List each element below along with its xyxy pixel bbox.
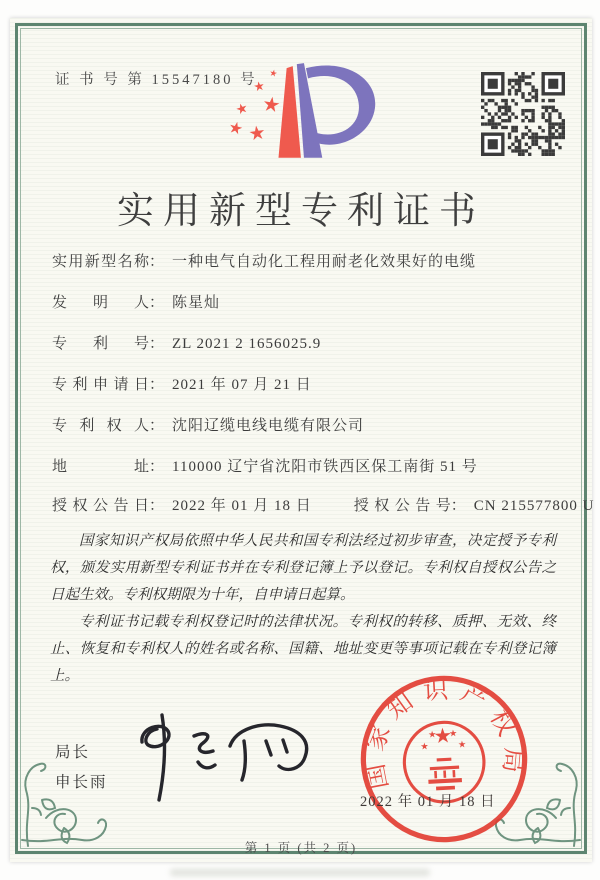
logo-red-wedge xyxy=(278,66,300,158)
colon: ： xyxy=(149,254,165,270)
page-number: 第 1 页 (共 2 页) xyxy=(244,841,358,855)
field-label: 授权公告号 xyxy=(353,498,451,514)
field-value: ZL 2021 2 1656025.9 xyxy=(172,336,322,352)
field-value: 一种电气自动化工程用耐老化效果好的电缆 xyxy=(172,254,477,270)
logo-stars xyxy=(228,69,280,141)
colon: ： xyxy=(149,295,165,311)
field-value: CN 215577800 U xyxy=(473,498,595,514)
field-row xyxy=(52,373,552,398)
field-row xyxy=(52,332,552,357)
legal-paragraph: 国家知识产权局依照中华人民共和国专利法经过初步审查，决定授予专利权，颁发实用新型专利证书并在专利登记簿上予以登记。专利权自授权公告之日起生效。专利权期限为十年，自申请日起算。 xyxy=(50,533,556,603)
grant-row xyxy=(52,494,595,519)
field-row xyxy=(52,455,552,480)
colon: ： xyxy=(149,459,165,475)
field-label: 地址 xyxy=(52,459,149,475)
certificate-number: 证 书 号 第 15547180 号 xyxy=(55,72,258,88)
signer-name: 申长雨 xyxy=(55,774,108,791)
qr-code xyxy=(481,72,565,156)
grant-date xyxy=(52,494,312,519)
field-value: 沈阳辽缆电线电缆有限公司 xyxy=(172,418,365,434)
paragraphs xyxy=(50,528,556,690)
field-row xyxy=(52,414,552,439)
official-seal xyxy=(355,670,533,848)
field-value: 2021 年 07 月 21 日 xyxy=(172,377,312,393)
field-label: 授权公告日 xyxy=(52,498,149,514)
signer-block xyxy=(55,738,108,798)
colon: ： xyxy=(149,418,165,434)
field-label: 专利权人 xyxy=(52,418,149,434)
patent-certificate xyxy=(10,18,595,862)
field-value: 2022 年 01 月 18 日 xyxy=(172,498,312,514)
field-label: 专利申请日 xyxy=(52,377,149,393)
seal-date: 2022 年 01 月 18 日 xyxy=(360,794,496,810)
fields xyxy=(52,250,552,496)
field-row xyxy=(52,291,552,316)
certificate-title: 实用新型专利证书 xyxy=(117,191,485,232)
legal-paragraph: 专利证书记载专利权登记时的法律状况。专利权的转移、质押、无效、终止、恢复和专利权人的姓名或名称、国籍、地址变更等事项记载在专利登记簿上。 xyxy=(50,614,556,684)
colon: ： xyxy=(149,377,165,393)
field-row xyxy=(52,250,552,275)
field-value: 110000 辽宁省沈阳市铁西区保工南街 51 号 xyxy=(172,459,478,475)
colon: ： xyxy=(450,498,466,514)
signer-title: 局长 xyxy=(55,744,91,761)
colon: ： xyxy=(149,498,165,514)
field-label: 实用新型名称 xyxy=(52,254,149,270)
field-label: 专利号 xyxy=(52,336,149,352)
cnipa-logo xyxy=(222,58,392,170)
next-page-edge xyxy=(170,869,430,876)
field-value: 陈星灿 xyxy=(172,295,221,311)
handwritten-signature xyxy=(128,710,333,810)
colon: ： xyxy=(149,336,165,352)
seal-text: 国家知识产权局 xyxy=(360,676,527,792)
field-label: 发明人 xyxy=(52,295,149,311)
grant-number xyxy=(354,494,595,519)
